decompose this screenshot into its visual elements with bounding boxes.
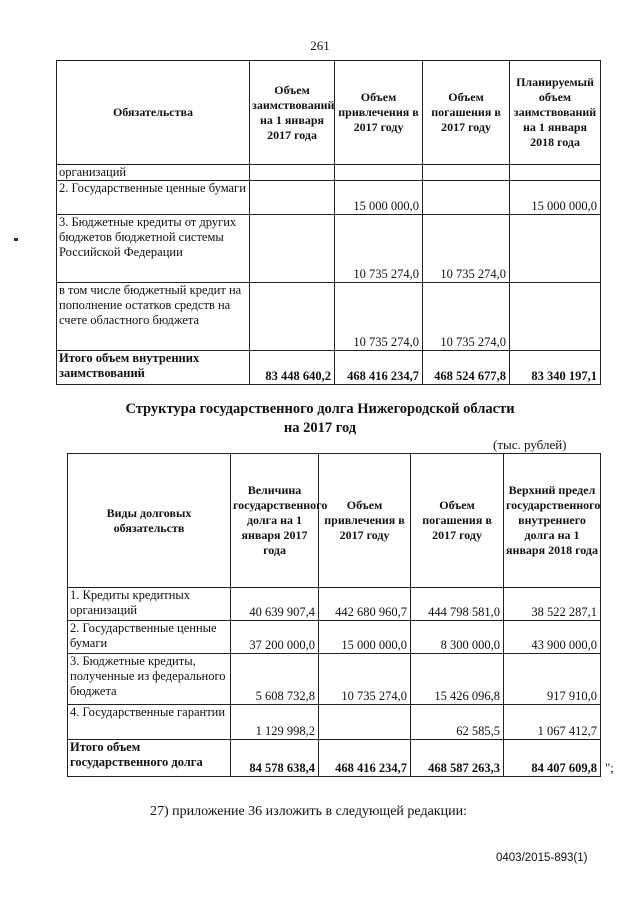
row-label: 2. Государственные ценные бумаги bbox=[68, 621, 231, 654]
document-code: 0403/2015-893(1) bbox=[496, 852, 588, 864]
stray-mark bbox=[14, 238, 18, 241]
row-label: в том числе бюджетный кредит на пополнение остатков средств на счете областного бюджета bbox=[57, 283, 250, 351]
header-debt-repay: Объем погашения в 2017 году bbox=[411, 454, 504, 588]
total-row: Итого объем государственного долга 84 578 638,4 468 416 234,7 468 587 263,3 84 407 609,8 bbox=[68, 740, 601, 777]
table-row: 4. Государственные гарантии 1 129 998,2 62 585,5 1 067 412,7 bbox=[68, 705, 601, 740]
total-label: Итого объем внутренних заимствований bbox=[57, 351, 250, 385]
header-volume-raise: Объем привлечения в 2017 году bbox=[335, 61, 423, 165]
header-volume-planned: Планируемый объем заимствований на 1 января 2018 года bbox=[510, 61, 601, 165]
section-title-line1: Структура государственного долга Нижегородской области bbox=[125, 401, 515, 417]
total-label: Итого объем государственного долга bbox=[68, 740, 231, 777]
total-row: Итого объем внутренних заимствований 83 448 640,2 468 416 234,7 468 524 677,8 83 340 197,1 bbox=[57, 351, 601, 385]
section-title-line2: на 2017 год bbox=[283, 420, 357, 436]
amendment-paragraph: 27) приложение 36 изложить в следующей редакции: bbox=[150, 804, 467, 819]
page-number: 261 bbox=[310, 38, 330, 53]
table-row: 2. Государственные ценные бумаги 15 000 000,0 15 000 000,0 bbox=[57, 181, 601, 215]
row-label: организаций bbox=[57, 165, 250, 181]
table-row: в том числе бюджетный кредит на пополнение остатков средств на счете областного бюджета 10 735 274,0 10 735 274,0 bbox=[57, 283, 601, 351]
table-row: 1. Кредиты кредитных организаций 40 639 907,4 442 680 960,7 444 798 581,0 38 522 287,1 bbox=[68, 588, 601, 621]
row-label: 4. Государственные гарантии bbox=[68, 705, 231, 740]
header-obligations: Обязательства bbox=[57, 61, 250, 165]
units-note: (тыс. рублей) bbox=[493, 437, 567, 452]
table-row bbox=[57, 165, 601, 181]
table-row: 3. Бюджетные кредиты от других бюджетов бюджетной системы Российской Федерации 10 735 274,0 10 735 274,0 bbox=[57, 215, 601, 283]
closing-quote: "; bbox=[605, 760, 614, 775]
header-volume-repay: Объем погашения в 2017 году bbox=[423, 61, 510, 165]
table-row: 3. Бюджетные кредиты, полученные из федерального бюджета 5 608 732,8 10 735 274,0 15 426 096,8 917 910,0 bbox=[68, 654, 601, 705]
header-volume-start: Объем заимствований на 1 января 2017 года bbox=[250, 61, 335, 165]
header-debt-types: Виды долговых обязательств bbox=[68, 454, 231, 588]
borrowings-table bbox=[56, 60, 601, 385]
row-label: 3. Бюджетные кредиты от других бюджетов бюджетной системы Российской Федерации bbox=[57, 215, 250, 283]
section-title bbox=[0, 400, 640, 438]
table-row: 2. Государственные ценные бумаги 37 200 000,0 15 000 000,0 8 300 000,0 43 900 000,0 bbox=[68, 621, 601, 654]
row-label: 2. Государственные ценные бумаги bbox=[57, 181, 250, 215]
header-debt-limit: Верхний предел государственного внутреннего долга на 1 января 2018 года bbox=[504, 454, 601, 588]
debt-structure-table bbox=[67, 453, 601, 777]
header-debt-raise: Объем привлечения в 2017 году bbox=[319, 454, 411, 588]
header-debt-start: Величина государственного долга на 1 января 2017 года bbox=[231, 454, 319, 588]
row-label: 1. Кредиты кредитных организаций bbox=[68, 588, 231, 621]
row-label: 3. Бюджетные кредиты, полученные из федерального бюджета bbox=[68, 654, 231, 705]
